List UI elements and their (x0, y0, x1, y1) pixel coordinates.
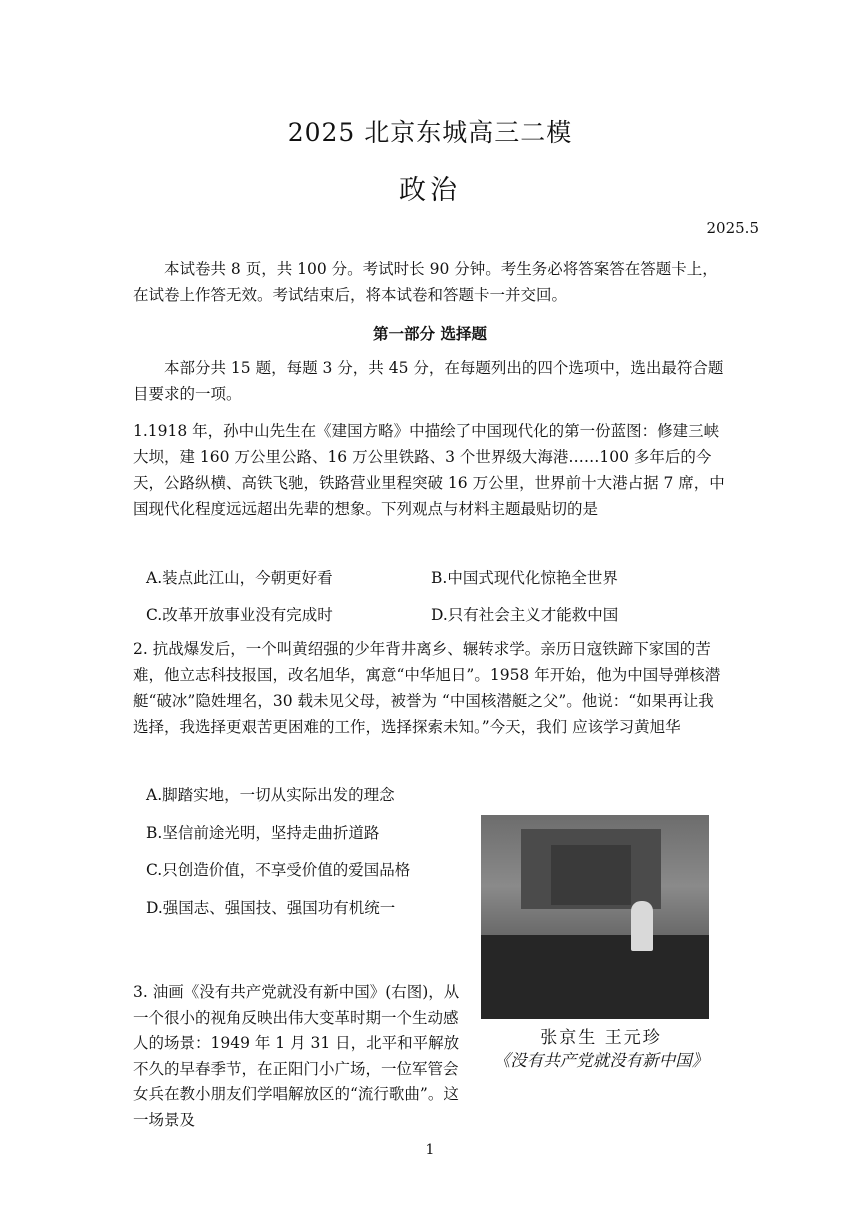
exam-instructions: 本试卷共 8 页，共 100 分。考试时长 90 分钟。考生务必将答案答在答题卡上，在试卷上作答无效。考试结束后，将本试卷和答题卡一并交回。 (133, 260, 718, 304)
question-1-option-c: C.改革开放事业没有完成时 (146, 606, 333, 624)
question-1-option-d: D.只有社会主义才能救中国 (431, 606, 619, 624)
section-title: 第一部分 选择题 (373, 324, 487, 343)
subject-title: 政治 (399, 175, 461, 206)
question-2-option-a: A.脚踏实地，一切从实际出发的理念 (146, 786, 395, 804)
crowd-shape (481, 935, 709, 1019)
question-2-stem: 2. 抗战爆发后，一个叫黄绍强的少年背井离乡、辗转求学。亲历日寇铁蹄下家国的苦难，他立志科技报国，改名旭华，寓意“中华旭日”。1958 年开始，他为中国导弹核潜艇“破冰”隐姓埋名，30 载未见父母，被誉为 “中国核潜艇之父”。他说：“如果再让我选择，我选择更艰苦更困难的工作，选择探索未知。”今天，我们 应该学习黄旭华 (133, 640, 721, 736)
gate-tower-detail (551, 845, 631, 905)
question-2-option-c: C.只创造价值，不享受价值的爱国品格 (146, 861, 411, 879)
question-1-option-b: B.中国式现代化惊艳全世界 (431, 569, 618, 587)
soldier-figure (631, 901, 653, 951)
exam-date: 2025.5 (706, 219, 759, 237)
figure-caption-title: 《没有共产党就没有新中国》 (493, 1051, 709, 1070)
oil-painting-image (481, 815, 709, 1019)
question-3-stem: 3. 油画《没有共产党就没有新中国》(右图)，从一个很小的视角反映出伟大变革时期一个生动感人的场景：1949 年 1 月 31 日，北平和平解放不久的早春季节，在正阳门小广场，一位军管会女兵在教小朋友们学唱解放区的“流行歌曲”。这一场景及 (133, 983, 460, 1129)
exam-title: 2025 北京东城高三二模 (287, 118, 573, 147)
page-number: 1 (425, 1142, 435, 1158)
question-2-option-b: B.坚信前途光明，坚持走曲折道路 (146, 824, 380, 842)
question-1-stem: 1.1918 年，孙中山先生在《建国方略》中描绘了中国现代化的第一份蓝图：修建三峡大坝，建 160 万公里公路、16 万公里铁路、3 个世界级大海港……100 多年后的今天，公路纵横、高铁飞驰，铁路营业里程突破 16 万公里，世界前十大港占据 7 席，中国现代化程度远远超出先辈的想象。下列观点与材料主题最贴切的是 (133, 422, 725, 518)
figure-caption-artists: 张京生 王元珍 (540, 1028, 662, 1048)
question-1-option-a: A.装点此江山，今朝更好看 (146, 569, 333, 587)
section-description: 本部分共 15 题，每题 3 分，共 45 分，在每题列出的四个选项中，选出最符合题目要求的一项。 (133, 359, 724, 403)
question-2-option-d: D.强国志、强国技、强国功有机统一 (146, 899, 396, 917)
